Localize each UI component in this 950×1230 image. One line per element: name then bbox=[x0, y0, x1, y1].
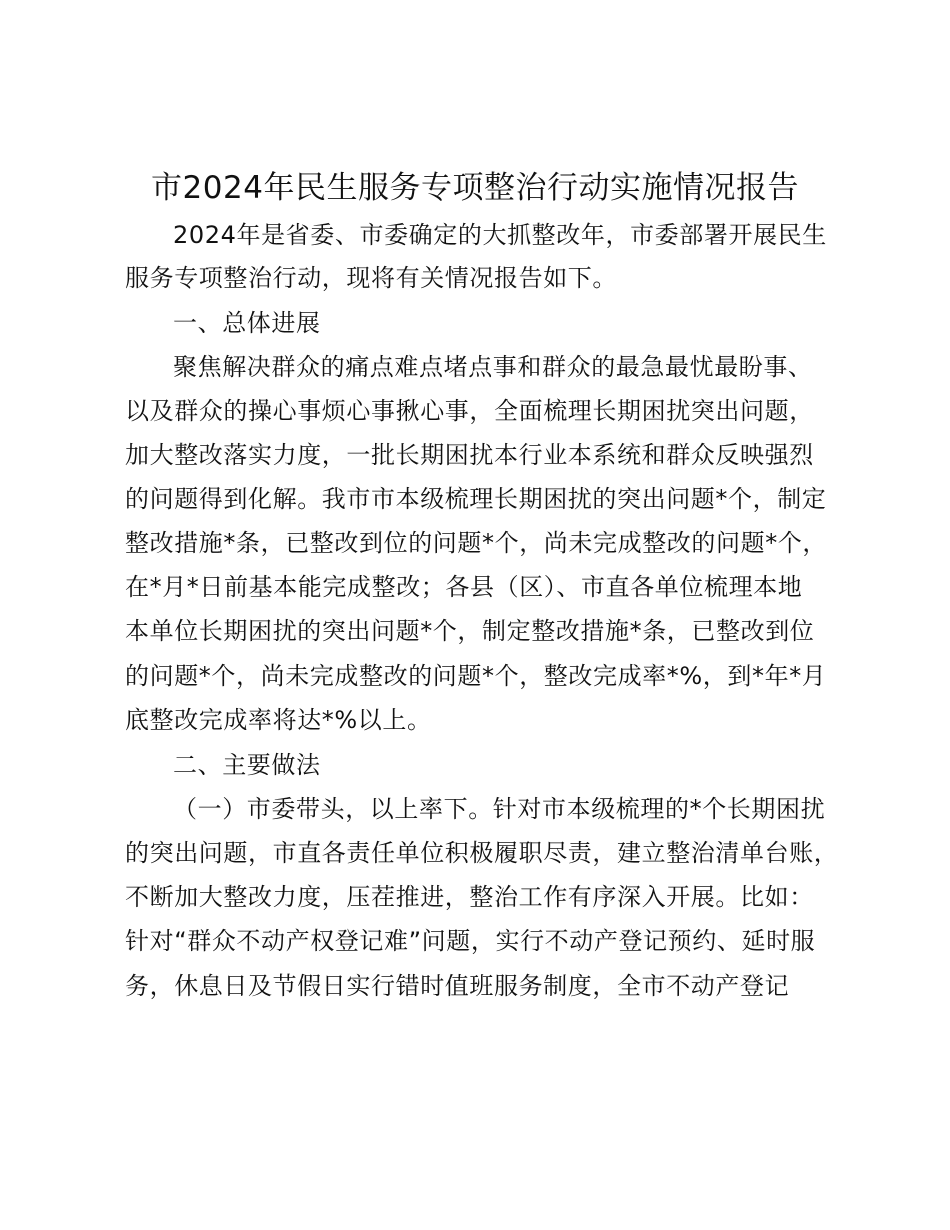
paragraph-line: 以及群众的操心事烦心事揪心事，全面梳理长期困扰突出问题， bbox=[125, 397, 814, 425]
paragraph-line: 不断加大整改力度，压茬推进，整治工作有序深入开展。比如： bbox=[125, 883, 814, 911]
paragraph-line: 聚焦解决群众的痛点难点堵点事和群众的最急最忧最盼事、 bbox=[173, 353, 813, 381]
paragraph-line: 服务专项整治行动，现将有关情况报告如下。 bbox=[125, 264, 617, 292]
paragraph-line: 加大整改落实力度，一批长期困扰本行业本系统和群众反映强烈 bbox=[125, 441, 814, 469]
paragraph-line: 务，休息日及节假日实行错时值班服务制度，全市不动产登记 bbox=[125, 972, 790, 1000]
paragraph-line: 在*月*日前基本能完成整改；各县（区）、市直各单位梳理本地 bbox=[125, 573, 803, 601]
paragraph-line: 本单位长期困扰的突出问题*个，制定整改措施*条，已整改到位 bbox=[125, 617, 815, 645]
paragraph-line: 的突出问题，市直各责任单位积极履职尽责，建立整治清单台账， bbox=[125, 839, 839, 867]
paragraph-line: 针对“群众不动产权登记难”问题，实行不动产登记预约、延时服 bbox=[125, 927, 816, 955]
section-heading: 一、总体进展 bbox=[173, 309, 321, 337]
section-heading: 二、主要做法 bbox=[173, 751, 321, 779]
paragraph-line: 整改措施*条，已整改到位的问题*个，尚未完成整改的问题*个， bbox=[125, 529, 827, 557]
paragraph-line: 的问题得到化解。我市市本级梳理长期困扰的突出问题*个，制定 bbox=[125, 485, 827, 513]
paragraph-line: 底整改完成率将达*%以上。 bbox=[125, 706, 432, 734]
paragraph-line: 的问题*个，尚未完成整改的问题*个，整改完成率*%，到*年*月 bbox=[125, 662, 827, 690]
document-title: 市2024年民生服务专项整治行动实施情况报告 bbox=[151, 170, 799, 206]
paragraph-line: （一）市委带头，以上率下。针对市本级梳理的*个长期困扰 bbox=[173, 795, 826, 823]
paragraph-line: 2024年是省委、市委确定的大抓整改年，市委部署开展民生 bbox=[173, 221, 827, 249]
